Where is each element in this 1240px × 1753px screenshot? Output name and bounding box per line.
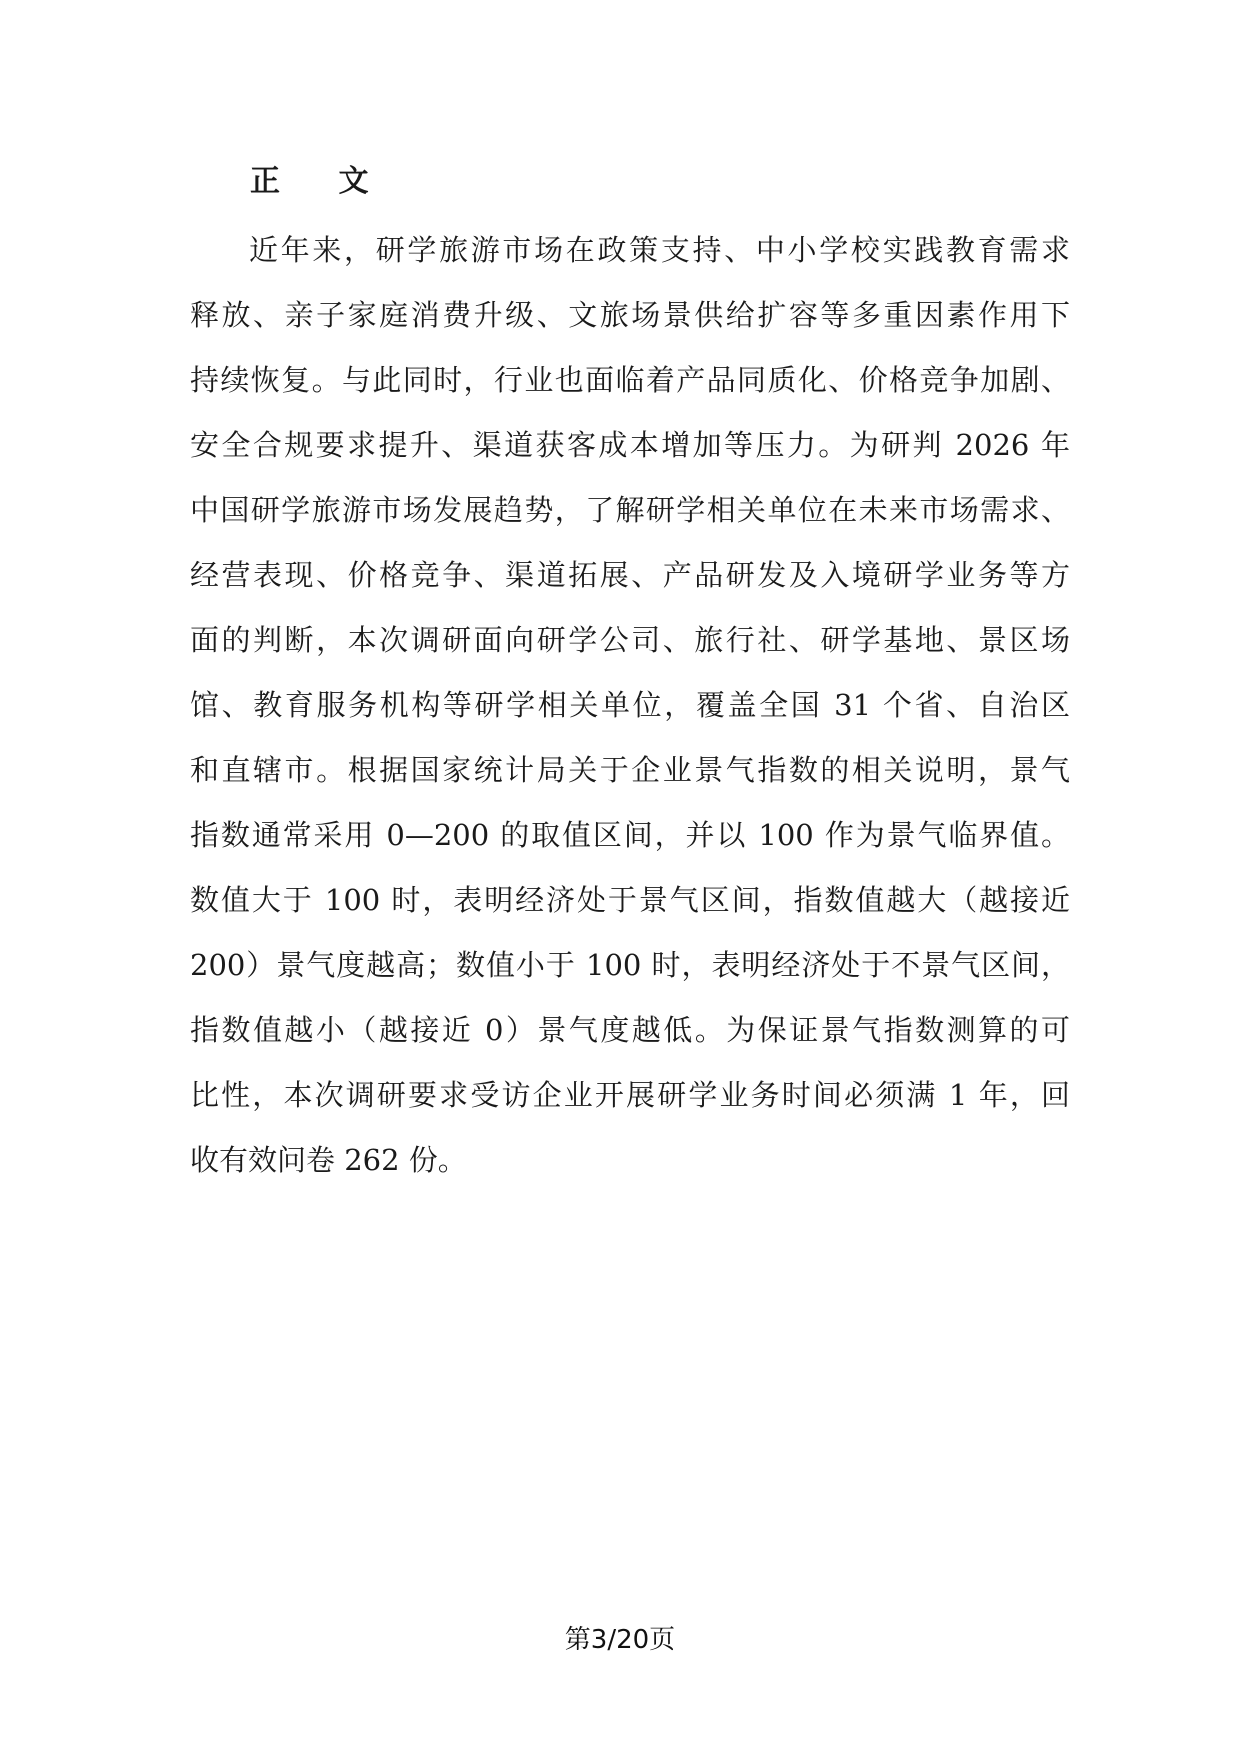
paragraph-line: 经营表现、价格竞争、渠道拓展、产品研发及入境研学业务等方: [190, 558, 1070, 592]
body-paragraph: [190, 218, 1070, 1193]
paragraph-line: 释放、亲子家庭消费升级、文旅场景供给扩容等多重因素作用下: [190, 298, 1070, 332]
paragraph-line: 馆、教育服务机构等研学相关单位，覆盖全国 31 个省、自治区: [190, 688, 1070, 722]
paragraph-line: 数值大于 100 时，表明经济处于景气区间，指数值越大（越接近: [190, 883, 1070, 917]
paragraph-line: 收有效问卷 262 份。: [190, 1143, 467, 1177]
paragraph-line: 中国研学旅游市场发展趋势，了解研学相关单位在未来市场需求、: [190, 493, 1070, 527]
paragraph-line: 安全合规要求提升、渠道获客成本增加等压力。为研判 2026 年: [190, 428, 1070, 462]
paragraph-line: 比性，本次调研要求受访企业开展研学业务时间必须满 1 年，回: [190, 1078, 1070, 1112]
paragraph-line: 面的判断，本次调研面向研学公司、旅行社、研学基地、景区场: [190, 623, 1070, 657]
page-number: 第3/20页: [564, 1625, 676, 1655]
paragraph-line: 和直辖市。根据国家统计局关于企业景气指数的相关说明，景气: [190, 753, 1070, 787]
paragraph-line: 近年来，研学旅游市场在政策支持、中小学校实践教育需求: [249, 233, 1070, 267]
paragraph-line: 200）景气度越高；数值小于 100 时，表明经济处于不景气区间，: [190, 948, 1070, 982]
section-heading: 正 文: [250, 164, 393, 199]
paragraph-line: 指数值越小（越接近 0）景气度越低。为保证景气指数测算的可: [190, 1013, 1070, 1047]
paragraph-line: 指数通常采用 0—200 的取值区间，并以 100 作为景气临界值。: [190, 818, 1070, 852]
paragraph-line: 持续恢复。与此同时，行业也面临着产品同质化、价格竞争加剧、: [190, 363, 1070, 397]
